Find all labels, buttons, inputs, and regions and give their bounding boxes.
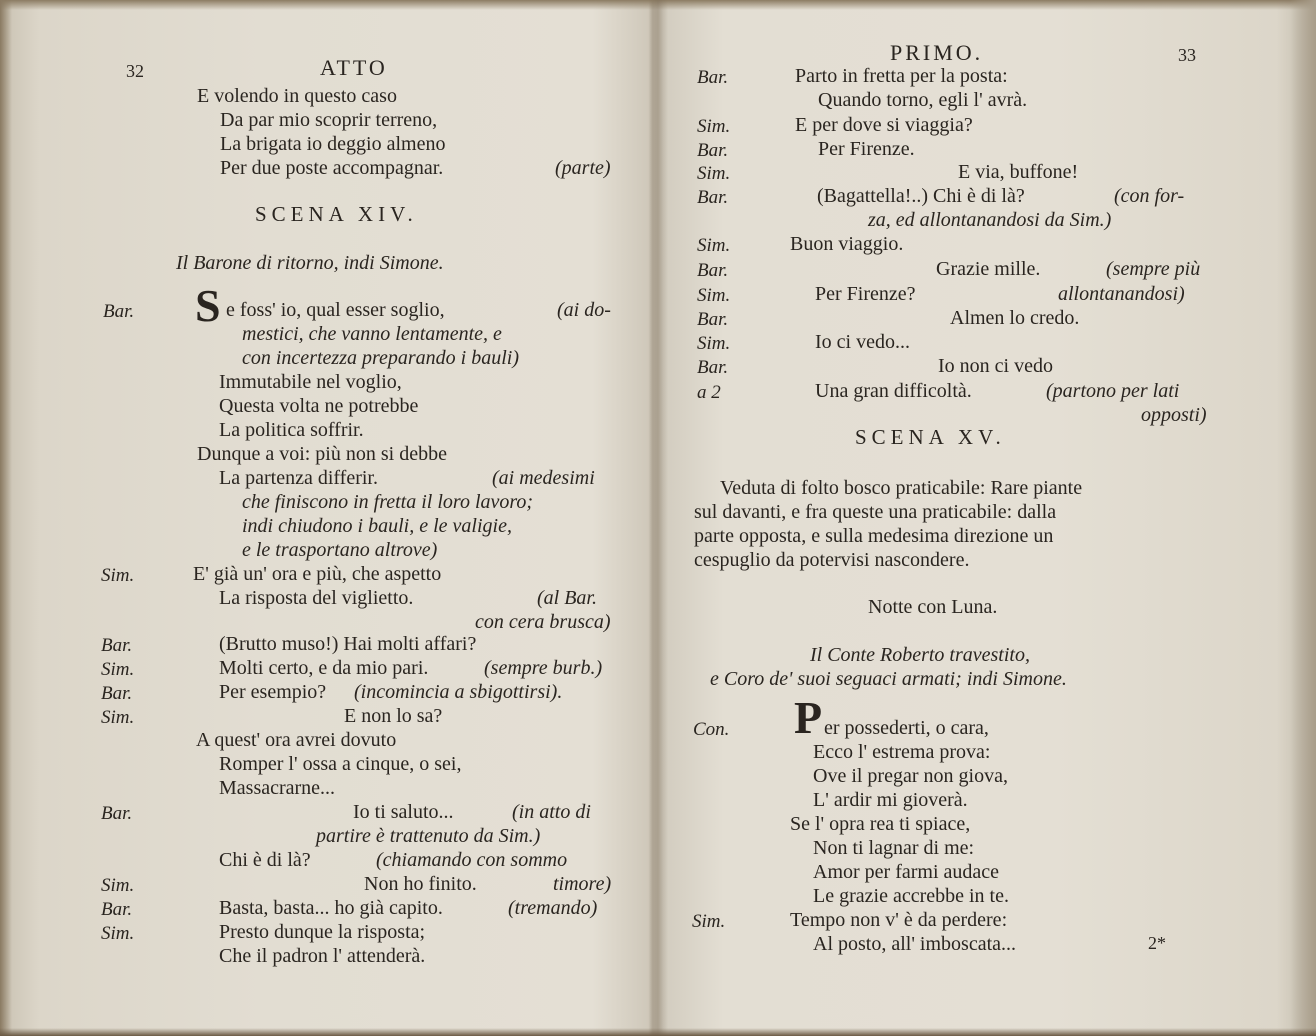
- stage-direction: con incertezza preparando i bauli): [242, 347, 520, 369]
- speaker-label: a 2: [697, 382, 721, 403]
- verse-line: E volendo in questo caso: [197, 85, 397, 107]
- verse-line: Per Firenze?: [815, 283, 916, 305]
- verse-line: Questa volta ne potrebbe: [219, 395, 419, 417]
- verse-line: Tempo non v' è da perdere:: [790, 909, 1008, 931]
- speaker-label: Bar.: [697, 187, 729, 208]
- page-left-edge: [0, 0, 12, 1036]
- page-right-edge: [1290, 0, 1316, 1036]
- stage-direction: (chiamando con sommo: [376, 849, 568, 871]
- stage-direction: (sempre più: [1106, 258, 1201, 280]
- verse-line: Presto dunque la risposta;: [219, 921, 426, 943]
- stage-direction: (sempre burb.): [484, 657, 603, 679]
- stage-direction: timore): [553, 873, 612, 895]
- verse-line: e foss' io, qual esser soglio,: [226, 299, 445, 321]
- verse-line: Non ho finito.: [364, 873, 477, 895]
- verse-line: Che il padron l' attenderà.: [219, 945, 426, 967]
- verse-line: Da par mio scoprir terreno,: [220, 109, 438, 131]
- verse-line: Buon viaggio.: [790, 233, 904, 255]
- verse-line: E per dove si viaggia?: [795, 114, 973, 136]
- speaker-label: Bar.: [101, 683, 133, 704]
- verse-line: Non ti lagnar di me:: [813, 837, 975, 859]
- verse-line: Ecco l' estrema prova:: [813, 741, 991, 763]
- speaker-label: Con.: [693, 719, 730, 740]
- signature-mark: 2*: [1148, 933, 1166, 953]
- verse-line: Chi è di là?: [219, 849, 311, 871]
- verse-line: E' già un' ora e più, che aspetto: [193, 563, 442, 585]
- speaker-label: Sim.: [697, 235, 731, 256]
- stage-direction: (con for-: [1114, 185, 1185, 207]
- verse-line: Una gran difficoltà.: [815, 380, 972, 402]
- verse-line: Almen lo credo.: [950, 307, 1080, 329]
- stage-direction: za, ed allontanandosi da Sim.): [868, 209, 1112, 231]
- verse-line: Io non ci vedo: [938, 355, 1053, 377]
- verse-line: Amor per farmi audace: [813, 861, 1000, 883]
- speaker-label: Sim.: [697, 163, 731, 184]
- stage-direction: (ai do-: [557, 299, 611, 321]
- scene-title: SCENA XV.: [855, 425, 1006, 449]
- verse-line: Dunque a voi: più non si debbe: [197, 443, 447, 465]
- stage-direction: (ai medesimi: [492, 467, 595, 489]
- verse-line: Molti certo, e da mio pari.: [219, 657, 429, 679]
- speaker-label: Bar.: [697, 357, 729, 378]
- stage-direction: partire è trattenuto da Sim.): [316, 825, 541, 847]
- verse-line: (Brutto muso!) Hai molti affari?: [219, 633, 477, 655]
- speaker-label: Sim.: [101, 565, 135, 586]
- speaker-label: Sim.: [697, 333, 731, 354]
- speaker-label: Bar.: [101, 899, 133, 920]
- stage-direction: (tremando): [508, 897, 598, 919]
- verse-line: Grazie mille.: [936, 258, 1041, 280]
- setting-line: sul davanti, e fra queste una praticabile: dalla: [694, 501, 1057, 523]
- setting-line: Veduta di folto bosco praticabile: Rare piante: [720, 477, 1083, 499]
- speaker-label: Sim.: [697, 285, 731, 306]
- stage-direction: e le trasportano altrove): [242, 539, 438, 561]
- speaker-label: Sim.: [692, 911, 726, 932]
- running-head: ATTO: [320, 55, 388, 80]
- speaker-label: Sim.: [697, 116, 731, 137]
- verse-line: La risposta del viglietto.: [219, 587, 414, 609]
- stage-direction: (in atto di: [512, 801, 591, 823]
- stage-direction: mestici, che vanno lentamente, e: [242, 323, 502, 345]
- verse-line: Quando torno, egli l' avrà.: [818, 89, 1028, 111]
- stage-direction: opposti): [1141, 404, 1207, 426]
- stage-direction: (partono per lati: [1046, 380, 1180, 402]
- verse-line: E non lo sa?: [344, 705, 443, 727]
- stage-direction: allontanandosi): [1058, 283, 1185, 305]
- speaker-label: Sim.: [101, 707, 135, 728]
- verse-line: Le grazie accrebbe in te.: [813, 885, 1009, 907]
- book-gutter: [648, 0, 668, 1036]
- page-number: 32: [126, 61, 144, 81]
- drop-cap: P: [794, 692, 823, 743]
- speaker-label: Bar.: [101, 635, 133, 656]
- verse-line: E via, buffone!: [958, 161, 1079, 183]
- speaker-label: Bar.: [103, 301, 135, 322]
- page-number: 33: [1178, 45, 1196, 65]
- verse-line: Parto in fretta per la posta:: [795, 65, 1008, 87]
- verse-line: Basta, basta... ho già capito.: [219, 897, 443, 919]
- verse-line: (Bagattella!..) Chi è di là?: [817, 185, 1025, 207]
- cast-line: Il Conte Roberto travestito,: [810, 644, 1030, 666]
- verse-line: La brigata io deggio almeno: [220, 133, 446, 155]
- verse-line: Per Firenze.: [818, 138, 915, 160]
- stage-direction: che finiscono in fretta il loro lavoro;: [242, 491, 534, 513]
- setting-line: parte opposta, e sulla medesima direzione un: [694, 525, 1054, 547]
- cast-line: e Coro de' suoi seguaci armati; indi Simone.: [710, 668, 1067, 690]
- speaker-label: Bar.: [697, 67, 729, 88]
- running-head: PRIMO.: [890, 40, 984, 65]
- speaker-label: Bar.: [697, 260, 729, 281]
- verse-line: er possederti, o cara,: [824, 717, 989, 739]
- verse-line: Per due poste accompagnar.: [220, 157, 444, 179]
- verse-line: Immutabile nel voglio,: [219, 371, 402, 393]
- speaker-label: Bar.: [697, 140, 729, 161]
- verse-line: Ove il pregar non giova,: [813, 765, 1008, 787]
- drop-cap: S: [195, 280, 221, 331]
- verse-line: La partenza differir.: [219, 467, 378, 489]
- speaker-label: Bar.: [101, 803, 133, 824]
- verse-line: Romper l' ossa a cinque, o sei,: [219, 753, 462, 775]
- verse-line: Io ci vedo...: [815, 331, 910, 353]
- stage-direction: (parte): [555, 157, 611, 179]
- time-note: Notte con Luna.: [868, 596, 998, 618]
- page-bottom-edge: [0, 1028, 1316, 1036]
- stage-direction: (incomincia a sbigottirsi).: [354, 681, 563, 703]
- speaker-label: Bar.: [697, 309, 729, 330]
- setting-line: cespuglio da potervisi nascondere.: [694, 549, 970, 571]
- speaker-label: Sim.: [101, 923, 135, 944]
- verse-line: L' ardir mi gioverà.: [813, 789, 968, 811]
- verse-line: Al posto, all' imboscata...: [813, 933, 1017, 955]
- stage-direction: (al Bar.: [537, 587, 597, 609]
- speaker-label: Sim.: [101, 875, 135, 896]
- verse-line: Massacrarne...: [219, 777, 336, 799]
- verse-line: Io ti saluto...: [353, 801, 454, 823]
- stage-direction: indi chiudono i bauli, e le valigie,: [242, 515, 512, 537]
- verse-line: Per esempio?: [219, 681, 327, 703]
- scene-description: Il Barone di ritorno, indi Simone.: [176, 252, 444, 274]
- scene-title: SCENA XIV.: [255, 202, 418, 226]
- stage-direction: con cera brusca): [475, 611, 611, 633]
- verse-line: La politica soffrir.: [219, 419, 364, 441]
- verse-line: Se l' opra rea ti spiace,: [790, 813, 971, 835]
- speaker-label: Sim.: [101, 659, 135, 680]
- verse-line: A quest' ora avrei dovuto: [196, 729, 397, 751]
